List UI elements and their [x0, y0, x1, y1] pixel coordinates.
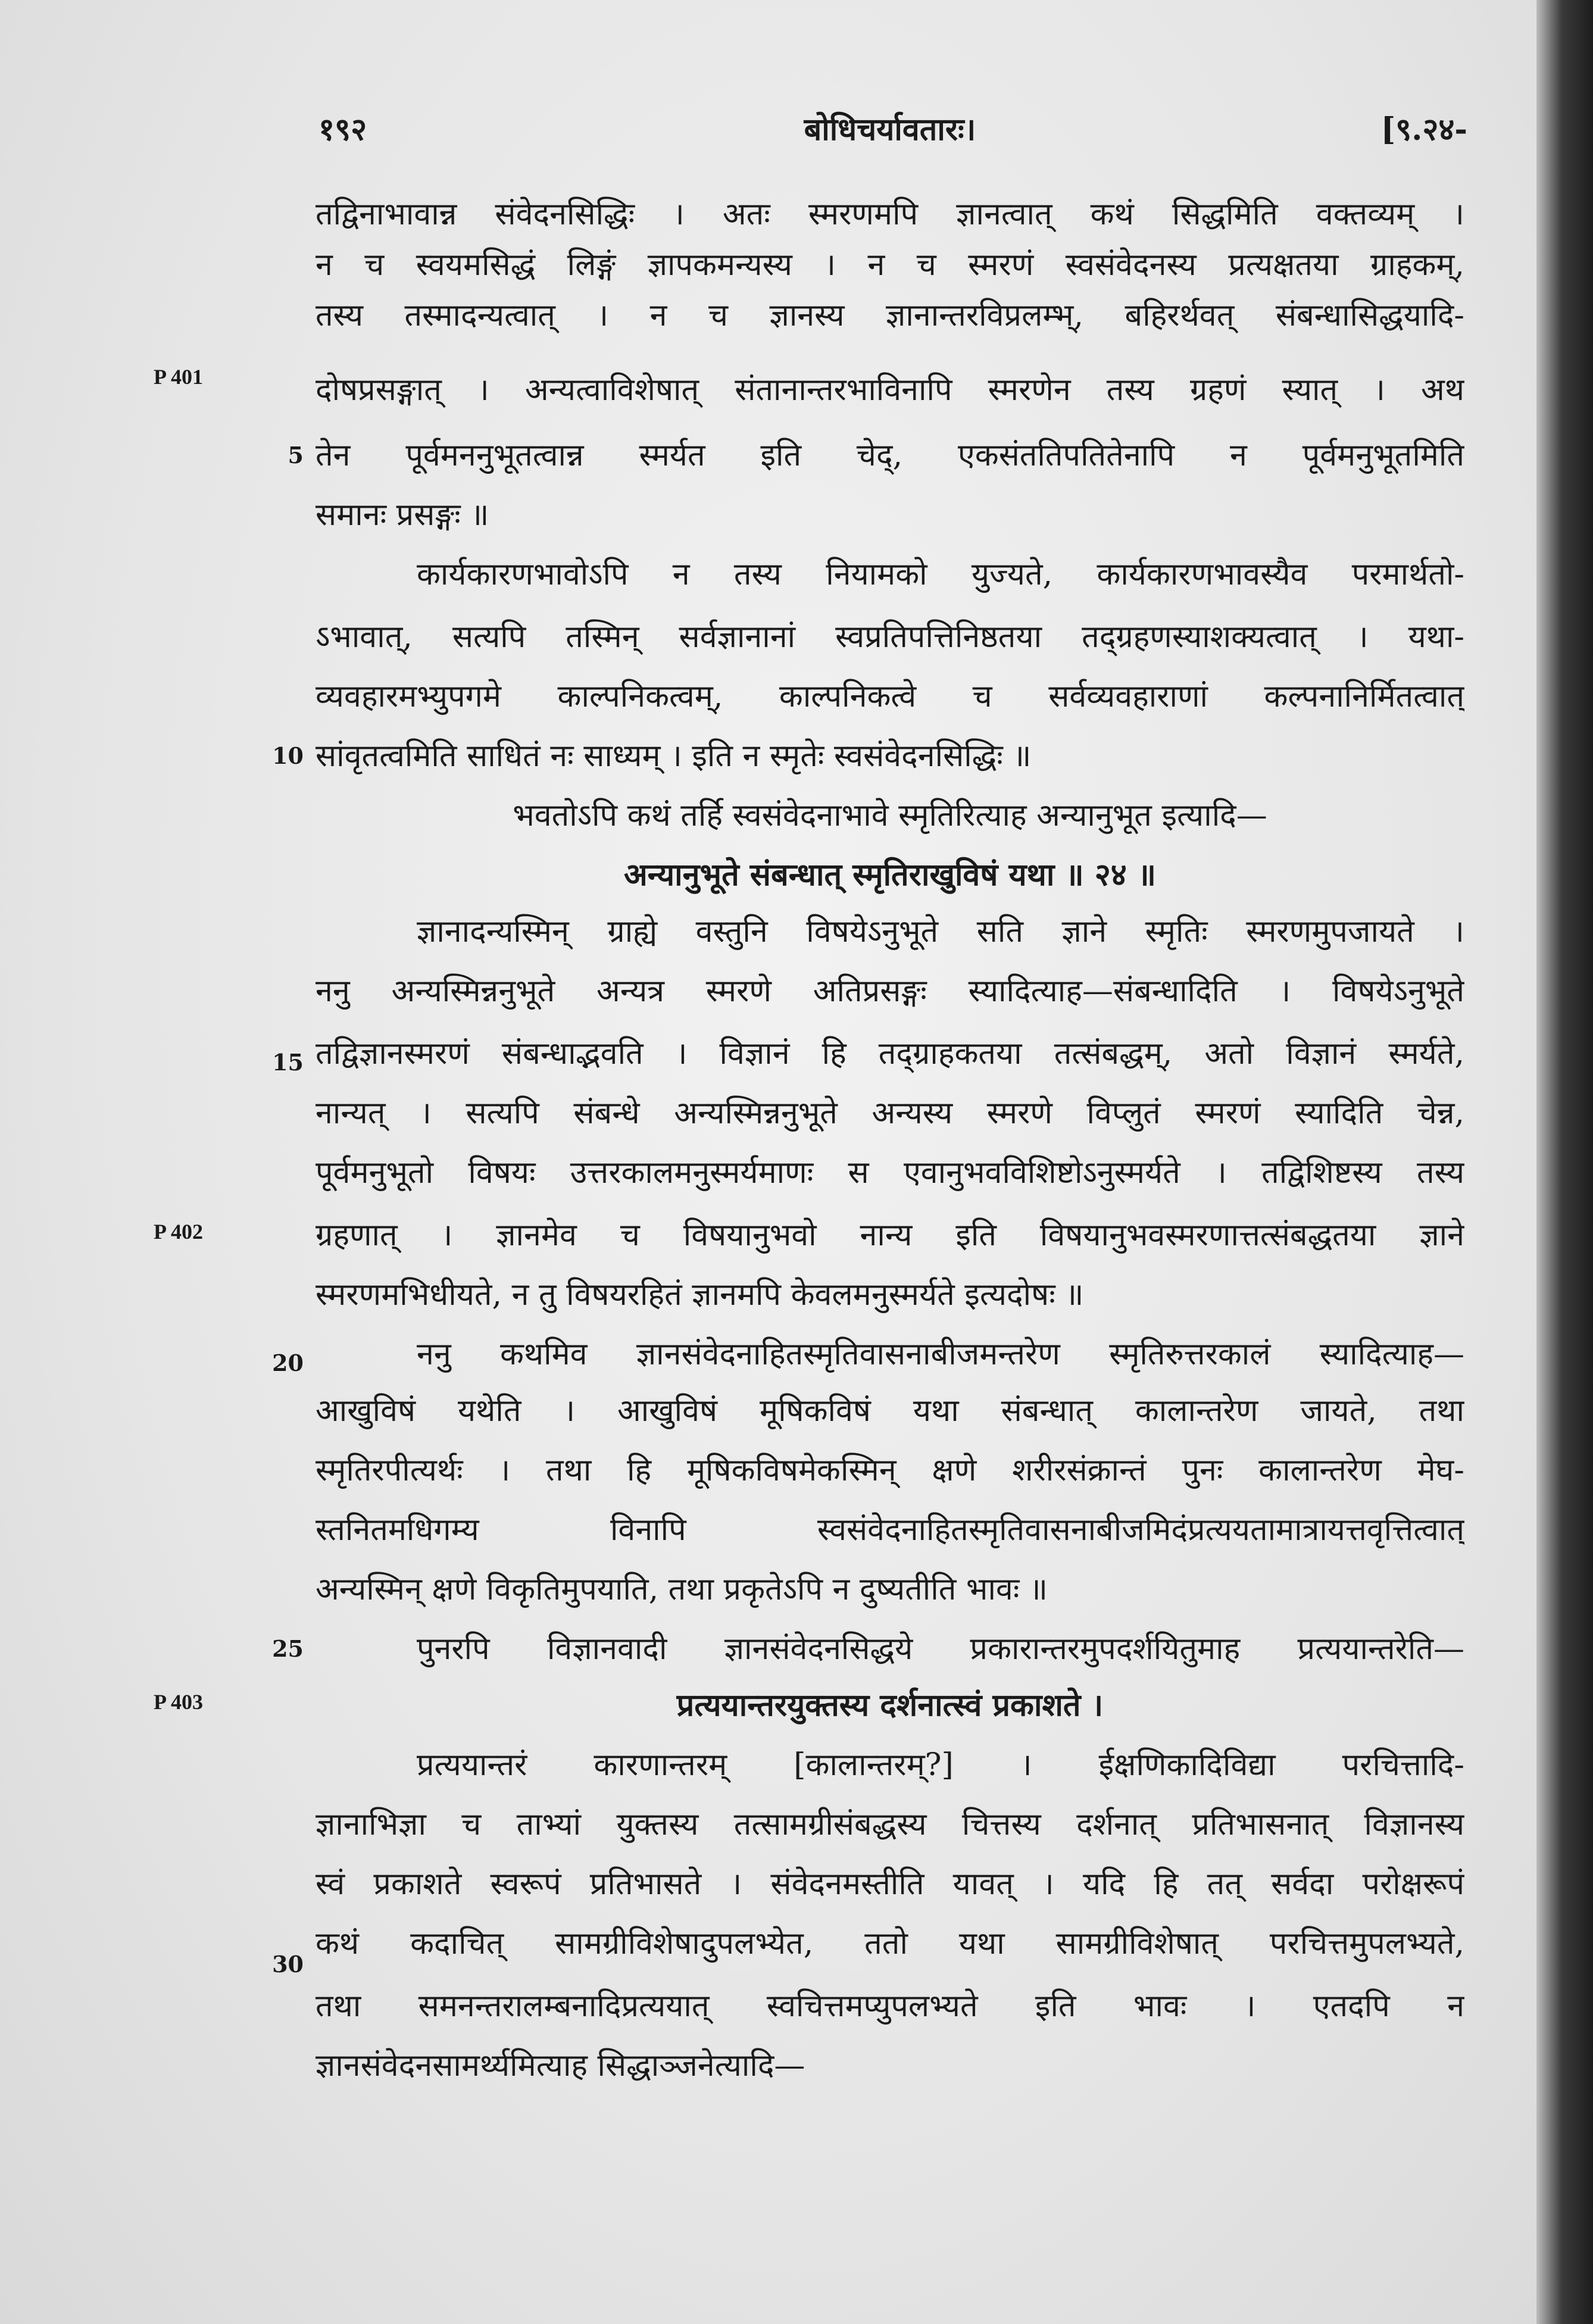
text-line: नान्यत् । सत्यपि संबन्धे अन्यस्मिन्ननुभूते अन्यस्य स्मरणे विप्लुतं स्मरणं स्यादिति चेन्न,: [316, 1095, 1464, 1131]
text-line: ननु अन्यस्मिन्ननुभूते अन्यत्र स्मरणे अतिप्रसङ्गः स्यादित्याह—संबन्धादिति । विषयेऽनुभूते: [316, 973, 1464, 1009]
scan-shadow-edge: [1536, 0, 1593, 2324]
text-line: तेन पूर्वमननुभूतत्वान्न स्मर्यत इति चेद्, एकसंततिपतितेनापि न पूर्वमनुभूतमिति: [316, 438, 1464, 473]
text-line: अन्यस्मिन् क्षणे विकृतिमुपयाति, तथा प्रकृतेऽपि न दुष्यतीति भावः ॥: [316, 1572, 1048, 1607]
running-title: बोधिचर्यावतारः।: [804, 111, 976, 148]
line-number: 20: [272, 1350, 304, 1376]
line-number: 10: [272, 742, 304, 769]
verse-line: प्रत्ययान्तरयुक्तस्य दर्शनात्स्वं प्रकाशते ।: [676, 1687, 1104, 1723]
margin-page-ref: P 401: [154, 365, 204, 389]
text-line: पूर्वमनुभूतो विषयः उत्तरकालमनुस्मर्यमाणः स एवानुभवविशिष्टोऽनुस्मर्यते । तद्विशिष्टस्य तस्य: [316, 1155, 1464, 1191]
text-line: समानः प्रसङ्गः ॥: [316, 497, 489, 533]
text-line: सांवृतत्वमिति साधितं नः साध्यम् । इति न स्मृतेः स्वसंवेदनसिद्धिः ॥: [316, 738, 1032, 774]
text-line: स्मृतिरपीत्यर्थः । तथा हि मूषिकविषमेकस्मिन् क्षणे शरीरसंक्रान्तं पुनः कालान्तरेण मेघ-: [316, 1452, 1464, 1488]
running-header: [318, 107, 1467, 161]
verse-reference: [९.२४-: [1380, 111, 1467, 148]
text-line: स्वं प्रकाशते स्वरूपं प्रतिभासते । संवेदनमस्तीति यावत् । यदि हि तत् सर्वदा परोक्षरूपं: [316, 1866, 1464, 1902]
text-line: ज्ञानाभिज्ञा च ताभ्यां युक्तस्य तत्सामग्रीसंबद्धस्य चित्तस्य दर्शनात् प्रतिभासनात् विज्ञानस्य: [316, 1807, 1464, 1842]
text-line: भवतोऽपि कथं तर्हि स्वसंवेदनाभावे स्मृतिरित्याह अन्यानुभूत इत्यादि—: [513, 798, 1267, 833]
text-line: तथा समनन्तरालम्बनादिप्रत्ययात् स्वचित्तमप्युपलभ्यते इति भावः । एतदपि न: [316, 1988, 1464, 2024]
margin-page-ref: P 403: [154, 1690, 204, 1714]
verse-line: अन्यानुभूते संबन्धात् स्मृतिराखुविषं यथा ॥ २४ ॥: [623, 857, 1157, 893]
line-number: 25: [272, 1635, 304, 1662]
text-line: स्तनितमधिगम्य विनापि स्वसंवेदनाहितस्मृतिवासनाबीजमिदंप्रत्ययतामात्रायत्तवृत्तित्वात्: [316, 1512, 1464, 1548]
text-line: प्रत्ययान्तरं कारणान्तरम् [कालान्तरम्?] । ईक्षणिकादिविद्या परचित्तादि-: [417, 1747, 1464, 1783]
text-line: व्यवहारमभ्युपगमे काल्पनिकत्वम्, काल्पनिकत्वे च सर्वव्यवहाराणां कल्पनानिर्मितत्वात्: [316, 679, 1464, 714]
text-line: तद्विनाभावान्न संवेदनसिद्धिः । अतः स्मरणमपि ज्ञानत्वात् कथं सिद्धमिति वक्तव्यम् ।: [316, 196, 1464, 232]
line-number: 5: [288, 442, 304, 468]
text-line: ननु कथमिव ज्ञानसंवेदनाहितस्मृतिवासनाबीजमन्तरेण स्मृतिरुत्तरकालं स्यादित्याह—: [417, 1336, 1464, 1372]
page-number: १९२: [318, 111, 367, 148]
text-line: कार्यकारणभावोऽपि न तस्य नियामको युज्यते, कार्यकारणभावस्यैव परमार्थतो-: [417, 557, 1464, 592]
text-line: आखुविषं यथेति । आखुविषं मूषिकविषं यथा संबन्धात् कालान्तरेण जायते, तथा: [316, 1393, 1464, 1429]
line-number: 15: [272, 1049, 304, 1076]
text-line: तस्य तस्मादन्यत्वात् । न च ज्ञानस्य ज्ञानान्तरविप्रलम्भ्, बहिरर्थवत् संबन्धासिद्धयादि-: [316, 298, 1464, 333]
text-line: न च स्वयमसिद्धं लिङ्गं ज्ञापकमन्यस्य । न च स्मरणं स्वसंवेदनस्य प्रत्यक्षतया ग्राहकम्,: [316, 247, 1464, 283]
text-line: ग्रहणात् । ज्ञानमेव च विषयानुभवो नान्य इति विषयानुभवस्मरणात्तत्संबद्धतया ज्ञाने: [316, 1217, 1464, 1253]
text-line: ऽभावात्, सत्यपि तस्मिन् सर्वज्ञानानां स्वप्रतिपत्तिनिष्ठतया तद्ग्रहणस्याशक्यत्वात् । यथा-: [316, 619, 1464, 655]
line-number: 30: [272, 1951, 304, 1978]
text-line: तद्विज्ञानस्मरणं संबन्धाद्भवति । विज्ञानं हि तद्ग्राहकतया तत्संबद्धम्, अतो विज्ञानं स्मर्यते,: [316, 1036, 1464, 1072]
text-line: स्मरणमभिधीयते, न तु विषयरहितं ज्ञानमपि केवलमनुस्मर्यते इत्यदोषः ॥: [316, 1277, 1084, 1313]
text-line: ज्ञानसंवेदनसामर्थ्यमित्याह सिद्धाञ्जनेत्यादि—: [316, 2048, 805, 2084]
text-line: ज्ञानादन्यस्मिन् ग्राह्ये वस्तुनि विषयेऽनुभूते सति ज्ञाने स्मृतिः स्मरणमुपजायते ।: [417, 914, 1464, 949]
text-line: कथं कदाचित् सामग्रीविशेषादुपलभ्येत, ततो यथा सामग्रीविशेषात् परचित्तमुपलभ्यते,: [316, 1926, 1464, 1961]
text-line: पुनरपि विज्ञानवादी ज्ञानसंवेदनसिद्धये प्रकारान्तरमुपदर्शयितुमाह प्रत्ययान्तरेति—: [417, 1631, 1464, 1667]
margin-page-ref: P 402: [154, 1220, 204, 1244]
text-line: दोषप्रसङ्गात् । अन्यत्वाविशेषात् संतानान्तरभाविनापि स्मरणेन तस्य ग्रहणं स्यात् । अथ: [316, 372, 1464, 408]
